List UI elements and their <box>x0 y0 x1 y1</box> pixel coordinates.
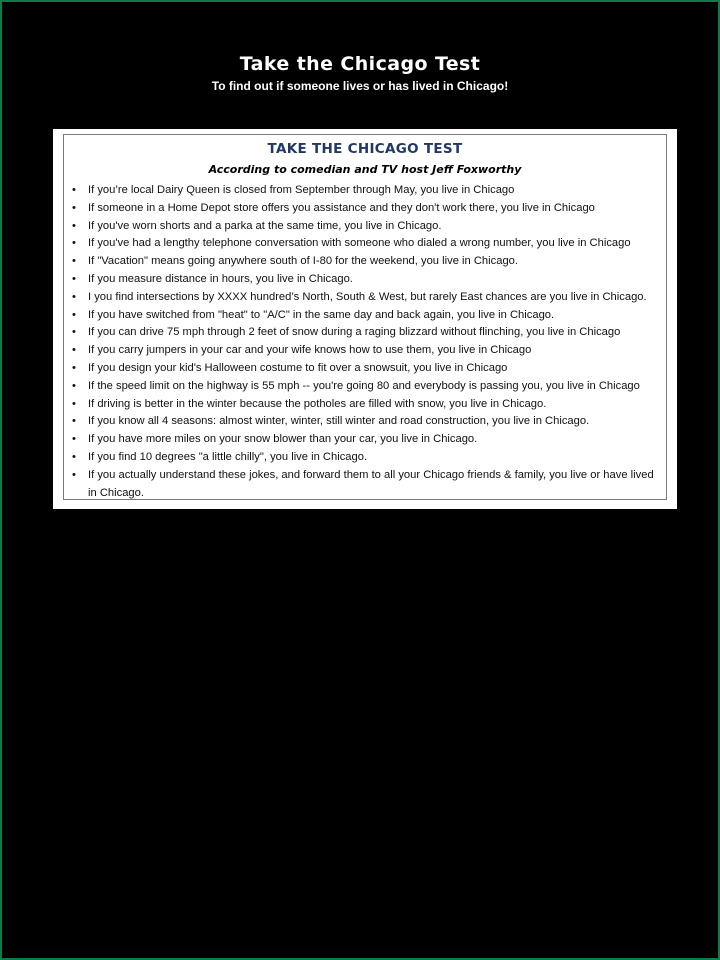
bullet-icon: • <box>72 415 76 428</box>
bullet-icon: • <box>72 255 76 268</box>
list-item <box>64 324 666 342</box>
list-item-text: If you can drive 75 mph through 2 feet of snow during a raging blizzard without flinching, you live in Chicago <box>88 326 621 339</box>
slide-title: Take the Chicago Test <box>239 53 481 75</box>
list-item <box>64 396 666 414</box>
card-heading: TAKE THE CHICAGO TEST <box>267 141 463 157</box>
list-item-text: If you measure distance in hours, you live in Chicago. <box>88 272 353 285</box>
list-item-text: If you've worn shorts and a parka at the same time, you live in Chicago. <box>88 219 442 232</box>
bullet-icon: • <box>72 219 76 232</box>
bullet-icon: • <box>72 272 76 285</box>
bullet-icon: • <box>72 397 76 410</box>
list-item-text: If you’re local Dairy Queen is closed from September through May, you live in Chicago <box>88 184 515 196</box>
list-item <box>64 413 666 431</box>
list-item-text: If you've had a lengthy telephone conversation with someone who dialed a wrong number, you live in Chicago <box>88 237 631 250</box>
list-item-text: If you have switched from "heat" to "A/C" in the same day and back again, you live in Chicago. <box>88 308 555 321</box>
list-item-text: If you have more miles on your snow blower than your car, you live in Chicago. <box>88 433 478 446</box>
list-item-text: If you carry jumpers in your car and your wife knows how to use them, you live in Chicago <box>88 344 532 357</box>
bullet-icon: • <box>72 379 76 392</box>
bullet-icon: • <box>72 450 76 463</box>
card-subheading: According to comedian and TV host Jeff Foxworthy <box>208 163 522 176</box>
list-item <box>64 182 666 200</box>
list-item-text: If the speed limit on the highway is 55 mph -- you're going 80 and everybody is passing you, you live in Chicago <box>88 379 640 392</box>
list-item <box>64 289 666 307</box>
list-item-text: If you find 10 degrees "a little chilly", you live in Chicago. <box>88 450 368 463</box>
bullet-icon: • <box>72 326 76 339</box>
bullet-icon: • <box>72 308 76 321</box>
list-item-text: If driving is better in the winter because the potholes are filled with snow, you live in Chicago. <box>88 397 547 410</box>
slide-subtitle: To find out if someone lives or has lived in Chicago! <box>211 79 509 93</box>
bullet-icon: • <box>72 344 76 357</box>
bullet-icon: • <box>72 433 76 446</box>
list-item <box>64 271 666 289</box>
bullet-icon: • <box>72 201 76 214</box>
list-item-text: If someone in a Home Depot store offers you assistance and they don't work there, you live in Chicago <box>88 201 595 214</box>
list-item-text: If you know all 4 seasons: almost winter, winter, still winter and road construction, you live in Chicago. <box>88 415 590 428</box>
list-item <box>64 342 666 360</box>
list-item <box>64 431 666 449</box>
bullet-icon: • <box>72 361 76 374</box>
list-item <box>64 200 666 218</box>
list-item <box>64 360 666 378</box>
bullet-icon: • <box>72 237 76 250</box>
list-item <box>64 235 666 253</box>
list-item <box>64 467 666 503</box>
list-item-text: I you find intersections by XXXX hundred’s North, South & West, but rarely East chances are you live in Chicago. <box>88 290 647 303</box>
list-item <box>64 307 666 325</box>
list-item <box>64 378 666 396</box>
list-item <box>64 218 666 236</box>
joke-list <box>64 182 666 502</box>
list-item-text: If you design your kid's Halloween costume to fit over a snowsuit, you live in Chicago <box>88 361 508 374</box>
list-item <box>64 449 666 467</box>
list-item-text: If you actually understand these jokes, and forward them to all your Chicago friends & family, you live or have lived in Chicago. <box>88 468 654 499</box>
bullet-icon: • <box>72 184 76 196</box>
bullet-icon: • <box>72 468 76 481</box>
list-item-text: If "Vacation" means going anywhere south of I-80 for the weekend, you live in Chicago. <box>88 255 519 268</box>
list-item <box>64 253 666 271</box>
card-border <box>63 134 667 500</box>
bullet-icon: • <box>72 290 76 303</box>
chicago-test-card <box>53 129 677 509</box>
